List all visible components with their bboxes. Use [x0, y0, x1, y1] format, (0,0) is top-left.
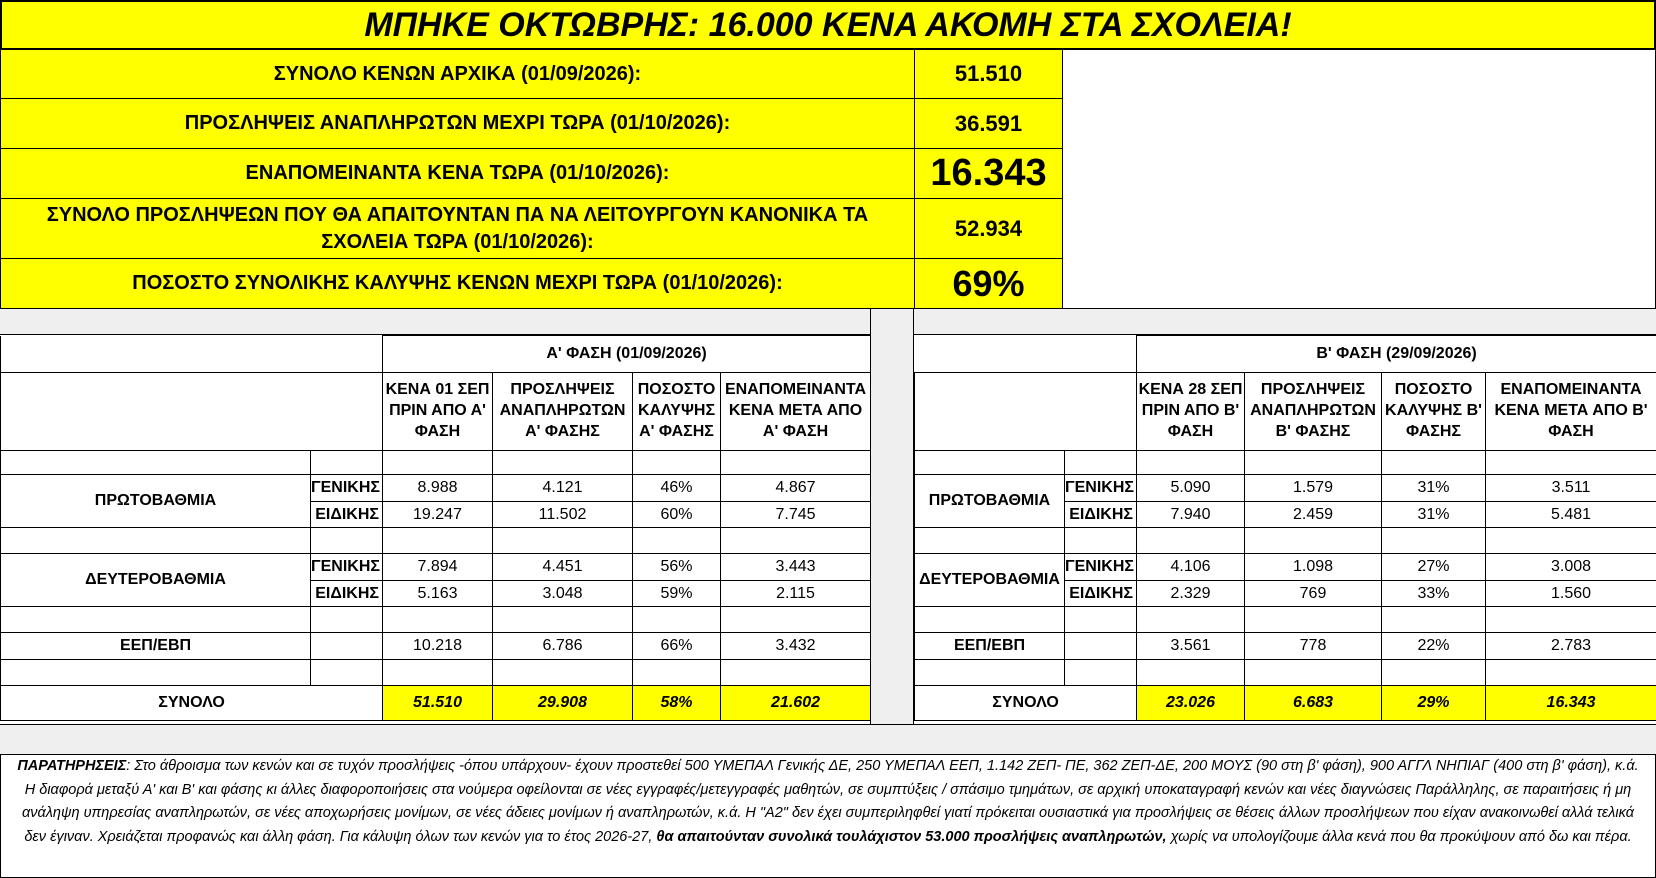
phase-b-table [914, 335, 1656, 721]
notes-bold-text: θα απαιτούνταν συνολικά τουλάχιστον 53.000 προσλήψεις αναπληρωτών, [656, 828, 1167, 845]
table-cell: 31% [1382, 475, 1486, 502]
table-cell: 1.098 [1245, 554, 1382, 581]
phase-a-sub-eidikis: ΕΙΔΙΚΗΣ [311, 581, 383, 607]
table-cell: 5.090 [1137, 475, 1245, 502]
phase-b-header-remaining: ΕΝΑΠΟΜΕΙΝΑΝΤΑ ΚΕΝΑ ΜΕΤΑ ΑΠΟ Β' ΦΑΣΗ [1486, 373, 1656, 451]
table-cell: 2.783 [1486, 633, 1656, 660]
phase-a-sub-genikis: ΓΕΝΙΚΗΣ [311, 475, 383, 502]
summary-value-hires: 36.591 [915, 99, 1063, 149]
table-cell: 5.481 [1486, 502, 1656, 528]
table-cell: 22% [1382, 633, 1486, 660]
phase-b-header-coverage: ΠΟΣΟΣΤΟ ΚΑΛΥΨΗΣ Β' ΦΑΣΗΣ [1382, 373, 1486, 451]
summary-value-coverage: 69% [915, 259, 1063, 309]
table-cell: 778 [1245, 633, 1382, 660]
table-cell: 31% [1382, 502, 1486, 528]
phase-b-total-cell: 16.343 [1486, 686, 1656, 721]
table-cell: 6.786 [493, 633, 633, 660]
separator-band [0, 309, 1656, 335]
table-cell: 46% [633, 475, 721, 502]
phase-b-sub-eidikis: ΕΙΔΙΚΗΣ [1065, 502, 1137, 528]
notes-tail-text: χωρίς να υπολογίζουμε άλλα κενά που θα προκύψουν από δω και πέρα. [1166, 828, 1632, 845]
phase-a-header-coverage: ΠΟΣΟΣΤΟ ΚΑΛΥΨΗΣ Α' ΦΑΣΗΣ [633, 373, 721, 451]
phase-a-title: Α' ΦΑΣΗ (01/09/2026) [383, 336, 871, 373]
table-cell: 10.218 [383, 633, 493, 660]
table-cell: 59% [633, 581, 721, 607]
table-cell: 2.115 [721, 581, 871, 607]
phase-b-cat-defterovathmia: ΔΕΥΤΕΡΟΒΑΘΜΙΑ [915, 554, 1065, 607]
phase-a-cat-eep: ΕΕΠ/ΕΒΠ [1, 633, 311, 660]
table-cell: 3.561 [1137, 633, 1245, 660]
table-cell: 7.745 [721, 502, 871, 528]
phase-b-header-hires: ΠΡΟΣΛΗΨΕΙΣ ΑΝΑΠΛΗΡΩΤΩΝ Β' ΦΑΣΗΣ [1245, 373, 1382, 451]
table-cell: 2.329 [1137, 581, 1245, 607]
summary-value-remaining: 16.343 [915, 149, 1063, 199]
table-cell: 27% [1382, 554, 1486, 581]
phase-a-total-cell: 29.908 [493, 686, 633, 721]
phase-b-total-cell: 6.683 [1245, 686, 1382, 721]
summary-label-required: ΣΥΝΟΛΟ ΠΡΟΣΛΗΨΕΩΝ ΠΟΥ ΘΑ ΑΠΑΙΤΟΥΝΤΑΝ ΠΑ ΝΑ ΛΕΙΤΟΥΡΓΟΥΝ ΚΑΝΟΝΙΚΑ ΤΑ ΣΧΟΛΕΙΑ ΤΩΡΑ (01/10/2026): [0, 199, 915, 259]
phase-a-sub-genikis: ΓΕΝΙΚΗΣ [311, 554, 383, 581]
table-cell: 769 [1245, 581, 1382, 607]
table-cell: 66% [633, 633, 721, 660]
table-cell: 60% [633, 502, 721, 528]
table-cell: 3.048 [493, 581, 633, 607]
table-cell: 2.459 [1245, 502, 1382, 528]
phase-divider [870, 309, 914, 754]
table-cell: 4.451 [493, 554, 633, 581]
phase-a-sub-eidikis: ΕΙΔΙΚΗΣ [311, 502, 383, 528]
phase-a-header-hires: ΠΡΟΣΛΗΨΕΙΣ ΑΝΑΠΛΗΡΩΤΩΝ Α' ΦΑΣΗΣ [493, 373, 633, 451]
table-cell: 4.121 [493, 475, 633, 502]
page-title: ΜΠΗΚΕ ΟΚΤΩΒΡΗΣ: 16.000 ΚΕΝΑ ΑΚΟΜΗ ΣΤΑ ΣΧΟΛΕΙΑ! [0, 0, 1656, 50]
phase-a-cat-defterovathmia: ΔΕΥΤΕΡΟΒΑΘΜΙΑ [1, 554, 311, 607]
table-cell: 7.894 [383, 554, 493, 581]
table-cell: 3.432 [721, 633, 871, 660]
summary-blank-area [1063, 50, 1656, 309]
table-cell: 4.867 [721, 475, 871, 502]
phase-a-cat-protovathmia: ΠΡΩΤΟΒΑΘΜΙΑ [1, 475, 311, 528]
table-cell: 8.988 [383, 475, 493, 502]
phase-a-total-cell: 51.510 [383, 686, 493, 721]
summary-label-initial: ΣΥΝΟΛΟ ΚΕΝΩΝ ΑΡΧΙΚΑ (01/09/2026): [0, 50, 915, 99]
phase-a-header-vacancies: ΚΕΝΑ 01 ΣΕΠ ΠΡΙΝ ΑΠΟ Α' ΦΑΣΗ [383, 373, 493, 451]
summary-value-required: 52.934 [915, 199, 1063, 259]
table-cell: 4.106 [1137, 554, 1245, 581]
phase-b-sub-eidikis: ΕΙΔΙΚΗΣ [1065, 581, 1137, 607]
notes-box [0, 754, 1656, 878]
table-cell: 3.008 [1486, 554, 1656, 581]
table-cell: 1.560 [1486, 581, 1656, 607]
phase-a-total-cell: 58% [633, 686, 721, 721]
table-cell: 33% [1382, 581, 1486, 607]
phase-a-total-cell: 21.602 [721, 686, 871, 721]
phase-b-total-cell: 29% [1382, 686, 1486, 721]
table-cell: 56% [633, 554, 721, 581]
phase-a-total-label: ΣΥΝΟΛΟ [1, 686, 383, 721]
summary-label-remaining: ΕΝΑΠΟΜΕΙΝΑΝΤΑ ΚΕΝΑ ΤΩΡΑ (01/10/2026): [0, 149, 915, 199]
table-cell: 11.502 [493, 502, 633, 528]
summary-label-hires: ΠΡΟΣΛΗΨΕΙΣ ΑΝΑΠΛΗΡΩΤΩΝ ΜΕΧΡΙ ΤΩΡΑ (01/10/2026): [0, 99, 915, 149]
phase-b-sub-genikis: ΓΕΝΙΚΗΣ [1065, 554, 1137, 581]
phase-b-header-vacancies: ΚΕΝΑ 28 ΣΕΠ ΠΡΙΝ ΑΠΟ Β' ΦΑΣΗ [1137, 373, 1245, 451]
table-cell: 3.511 [1486, 475, 1656, 502]
summary-label-coverage: ΠΟΣΟΣΤΟ ΣΥΝΟΛΙΚΗΣ ΚΑΛΥΨΗΣ ΚΕΝΩΝ ΜΕΧΡΙ ΤΩΡΑ (01/10/2026): [0, 259, 915, 309]
table-cell: 5.163 [383, 581, 493, 607]
table-cell: 19.247 [383, 502, 493, 528]
phase-b-total-cell: 23.026 [1137, 686, 1245, 721]
phase-b-total-label: ΣΥΝΟΛΟ [915, 686, 1137, 721]
phase-a-header-remaining: ΕΝΑΠΟΜΕΙΝΑΝΤΑ ΚΕΝΑ ΜΕΤΑ ΑΠΟ Α' ΦΑΣΗ [721, 373, 871, 451]
table-cell: 1.579 [1245, 475, 1382, 502]
table-cell: 7.940 [1137, 502, 1245, 528]
phase-a-table [0, 335, 871, 721]
table-cell: 3.443 [721, 554, 871, 581]
summary-value-initial: 51.510 [915, 50, 1063, 99]
phase-b-sub-genikis: ΓΕΝΙΚΗΣ [1065, 475, 1137, 502]
phase-b-title: Β' ΦΑΣΗ (29/09/2026) [1137, 336, 1656, 373]
notes-heading: ΠΑΡΑΤΗΡΗΣΕΙΣ [17, 758, 127, 774]
bottom-separator-band [0, 724, 1656, 754]
notes-text: : Στο άθροισμα των κενών και σε τυχόν προσλήψεις -όπου υπάρχουν- έχουν προστεθεί 500 ΥΜΕΠΑΛ Γενικής ΔΕ, 250 ΥΜΕΠΑΛ ΕΕΠ, 1.142 ΖΕΠ- ΠΕ, 362 ΖΕΠ-ΔΕ, 200 ΜΟΥΣ (90 στη β' φάση), 900 ΑΓΓΛ ΝΗΠΙΑΓ (400 στη β' φάση), κ.ά. Η διαφορά μεταξύ Α' και Β' και φάσης κι άλλες διαφοροποιήσεις στα νούμερα οφείλονται σε νέες εγγραφές/μετεγγραφές μαθητών, σε συμπτύξεις / σπάσιμο τμημάτων, σε αρχική υποκαταγραφή κενών και νέες διαγνώσεις Παράλληλης, σε παραιτήσεις ή μη ανάληψη υπηρεσίας αναπληρωτών, σε νέες αποχωρήσεις μονίμων, σε νέες άδειες μονίμων ή αναπληρωτών, κ.ά. Η "Α2" δεν έχει συμπεριληφθεί γιατί πρόκειται ουσιαστικά για προσλήψεις σε θέσεις άλλων προσλήψεων που είχαν ανακοινωθεί αλλά τελικά δεν έγιναν. Χρειάζεται προφανώς και άλλη φάση. Για κάλυψη όλων των κενών για το έτος 2026-27, [21, 758, 1639, 845]
phase-b-cat-protovathmia: ΠΡΩΤΟΒΑΘΜΙΑ [915, 475, 1065, 528]
phase-b-cat-eep: ΕΕΠ/ΕΒΠ [915, 633, 1065, 660]
